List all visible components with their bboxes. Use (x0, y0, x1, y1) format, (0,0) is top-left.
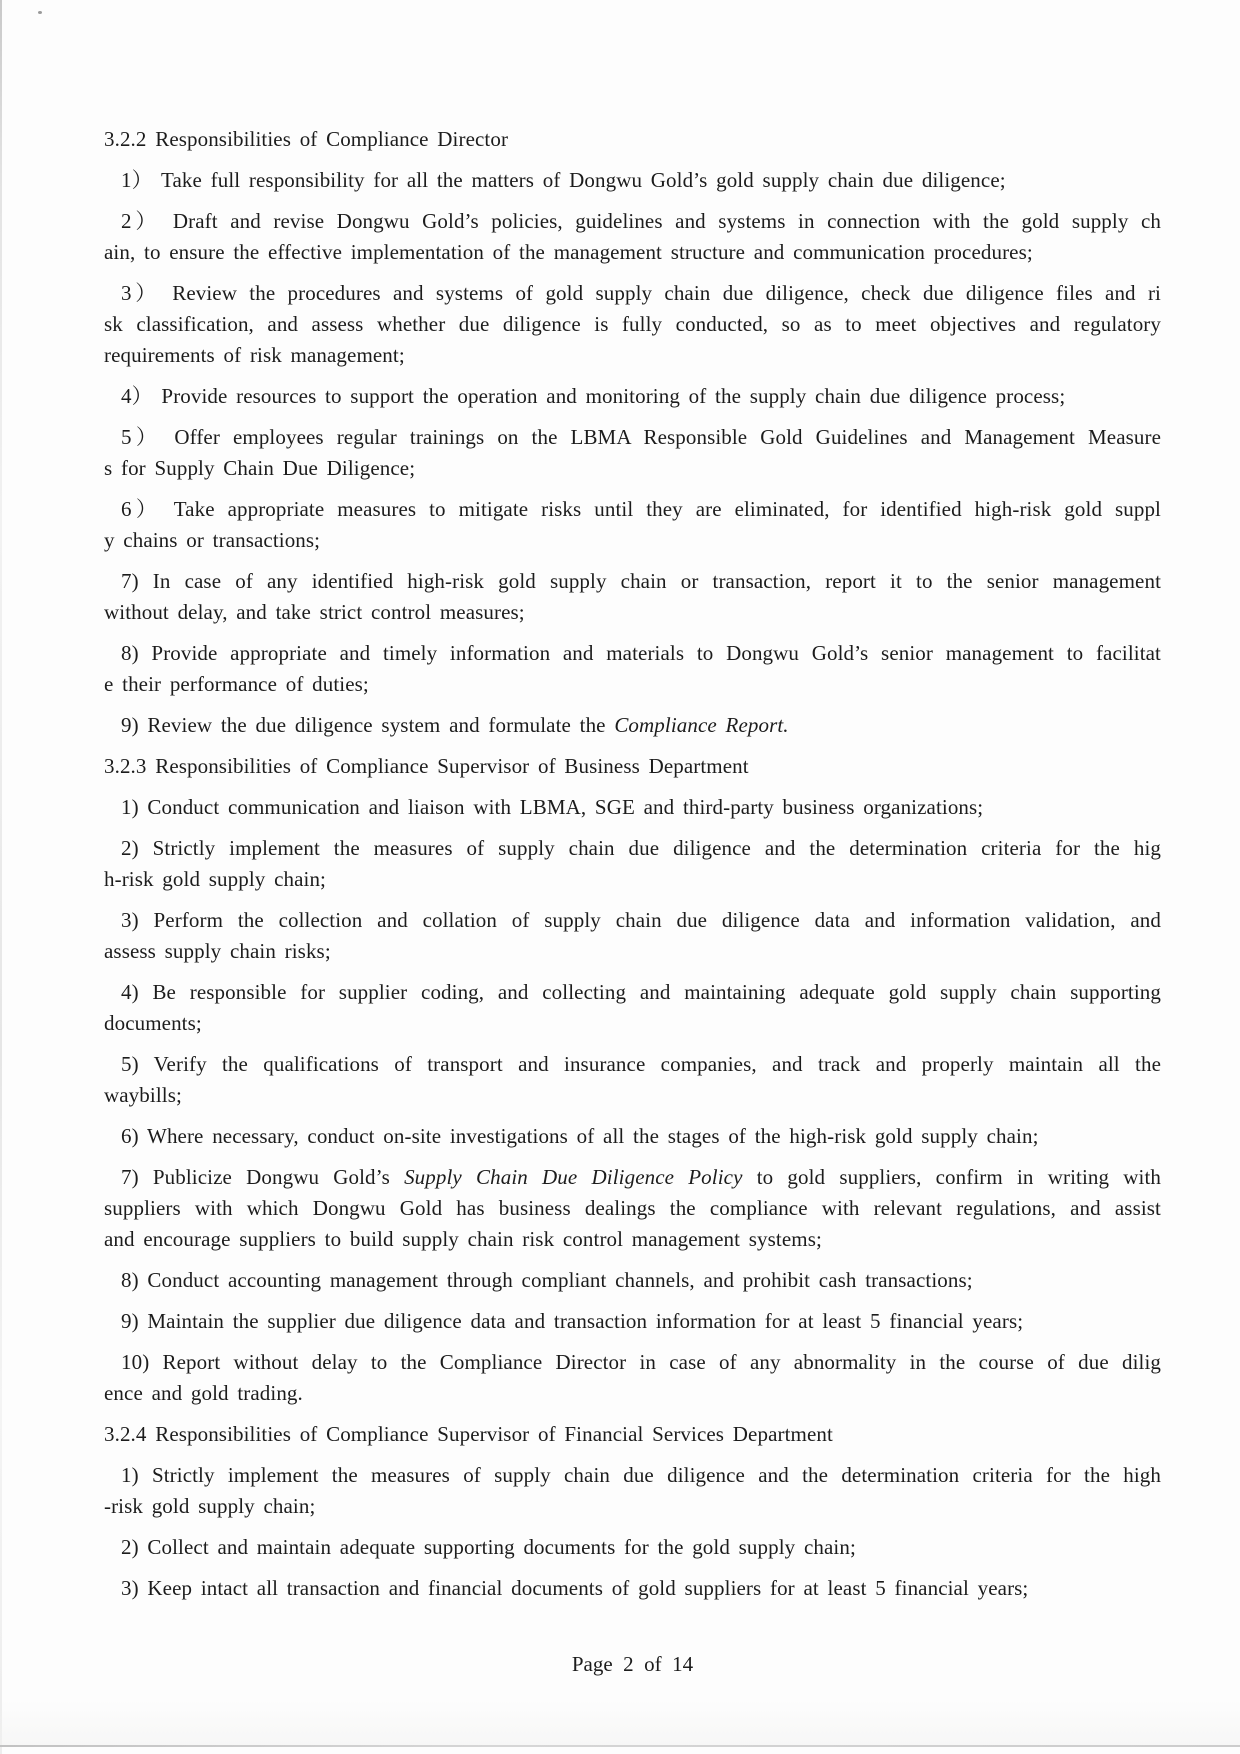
document-body (104, 124, 1161, 1604)
scan-left-edge-artifact (0, 0, 2, 1754)
list-item (104, 1306, 1161, 1337)
text-line: assess supply chain risks; (104, 939, 331, 963)
text-line: 1) Strictly implement the measures of supply chain due diligence and the determination criteria for the high (121, 1463, 1161, 1487)
list-item (104, 905, 1161, 967)
list-item (104, 833, 1161, 895)
page-number-footer: Page 2 of 14 (571, 1652, 694, 1676)
list-item (104, 977, 1161, 1039)
scan-bottom-shading-artifact (0, 1700, 1240, 1745)
scan-bottom-edge-artifact (0, 1745, 1240, 1747)
list-item (104, 638, 1161, 700)
list-item (104, 1347, 1161, 1409)
text-line: waybills; (104, 1083, 182, 1107)
text-line: 8) Provide appropriate and timely information and materials to Dongwu Gold’s senior management to facilitat (121, 641, 1161, 665)
text-line: 3） Review the procedures and systems of gold supply chain due diligence, check due diligence files and ri (121, 281, 1161, 305)
text-line: 3.2.4 Responsibilities of Compliance Supervisor of Financial Services Department (104, 1422, 833, 1446)
text-line: e their performance of duties; (104, 672, 369, 696)
list-item (104, 278, 1161, 371)
list-item (104, 1460, 1161, 1522)
list-item (104, 206, 1161, 268)
text-line: 2） Draft and revise Dongwu Gold’s policies, guidelines and systems in connection with the gold supply ch (121, 209, 1161, 233)
text-line: 3) Perform the collection and collation of supply chain due diligence data and information validation, and (121, 908, 1161, 932)
list-item (104, 1049, 1161, 1111)
list-item (104, 494, 1161, 556)
list-item (104, 1121, 1161, 1152)
list-item (104, 566, 1161, 628)
text-line: y chains or transactions; (104, 528, 321, 552)
text-line: 7) Publicize Dongwu Gold’s Supply Chain Due Diligence Policy to gold suppliers, confirm in writing with (121, 1165, 1162, 1189)
text-line: h-risk gold supply chain; (104, 867, 326, 891)
text-line: suppliers with which Dongwu Gold has business dealings the compliance with relevant regulations, and assist (104, 1196, 1161, 1220)
text-line: s for Supply Chain Due Diligence; (104, 456, 416, 480)
list-item (104, 792, 1161, 823)
text-line: 1） Take full responsibility for all the matters of Dongwu Gold’s gold supply chain due diligence; (121, 168, 1006, 192)
text-line: sk classification, and assess whether due diligence is fully conducted, so as to meet objectives and regulatory (104, 312, 1161, 336)
text-line: requirements of risk management; (104, 343, 405, 367)
text-line: 5） Offer employees regular trainings on the LBMA Responsible Gold Guidelines and Management Measure (121, 425, 1161, 449)
text-line: 6） Take appropriate measures to mitigate risks until they are eliminated, for identified high-risk gold suppl (121, 497, 1161, 521)
text-line: 3) Keep intact all transaction and financial documents of gold suppliers for at least 5 financial years; (121, 1576, 1029, 1600)
text-line: 10) Report without delay to the Compliance Director in case of any abnormality in the course of due dilig (121, 1350, 1161, 1374)
text-line: 2) Strictly implement the measures of supply chain due diligence and the determination criteria for the hig (121, 836, 1161, 860)
text-line: 1) Conduct communication and liaison with LBMA, SGE and third-party business organizations; (121, 795, 984, 819)
text-line: 7) In case of any identified high-risk gold supply chain or transaction, report it to the senior management (121, 569, 1161, 593)
section-heading-3-2-3 (104, 751, 1161, 782)
list-item (104, 1265, 1161, 1296)
list-item (104, 381, 1161, 412)
list-item (104, 1573, 1161, 1604)
text-line: and encourage suppliers to build supply chain risk control management systems; (104, 1227, 822, 1251)
text-line: 2) Collect and maintain adequate supporting documents for the gold supply chain; (121, 1535, 856, 1559)
list-item (104, 710, 1161, 741)
section-heading-3-2-2 (104, 124, 1161, 155)
list-item (104, 422, 1161, 484)
scan-speck-artifact (38, 11, 42, 14)
text-line: ain, to ensure the effective implementation of the management structure and communication procedures; (104, 240, 1033, 264)
text-line: -risk gold supply chain; (104, 1494, 316, 1518)
list-item (104, 1162, 1161, 1255)
text-line: 3.2.3 Responsibilities of Compliance Supervisor of Business Department (104, 754, 749, 778)
text-line: ence and gold trading. (104, 1381, 303, 1405)
text-line: 4） Provide resources to support the operation and monitoring of the supply chain due diligence process; (121, 384, 1066, 408)
text-line: 9) Maintain the supplier due diligence data and transaction information for at least 5 financial years; (121, 1309, 1024, 1333)
list-item (104, 1532, 1161, 1563)
text-line: 4) Be responsible for supplier coding, and collecting and maintaining adequate gold supply chain supporting (121, 980, 1161, 1004)
text-line: 6) Where necessary, conduct on-site investigations of all the stages of the high-risk gold supply chain; (121, 1124, 1039, 1148)
text-line: 5) Verify the qualifications of transport and insurance companies, and track and properly maintain all the (121, 1052, 1161, 1076)
list-item (104, 165, 1161, 196)
text-line: without delay, and take strict control measures; (104, 600, 525, 624)
text-line: documents; (104, 1011, 202, 1035)
section-heading-3-2-4 (104, 1419, 1161, 1450)
text-line: 3.2.2 Responsibilities of Compliance Director (104, 127, 509, 151)
text-line: 9) Review the due diligence system and formulate the Compliance Report. (121, 713, 789, 737)
text-line: 8) Conduct accounting management through compliant channels, and prohibit cash transactions; (121, 1268, 973, 1292)
